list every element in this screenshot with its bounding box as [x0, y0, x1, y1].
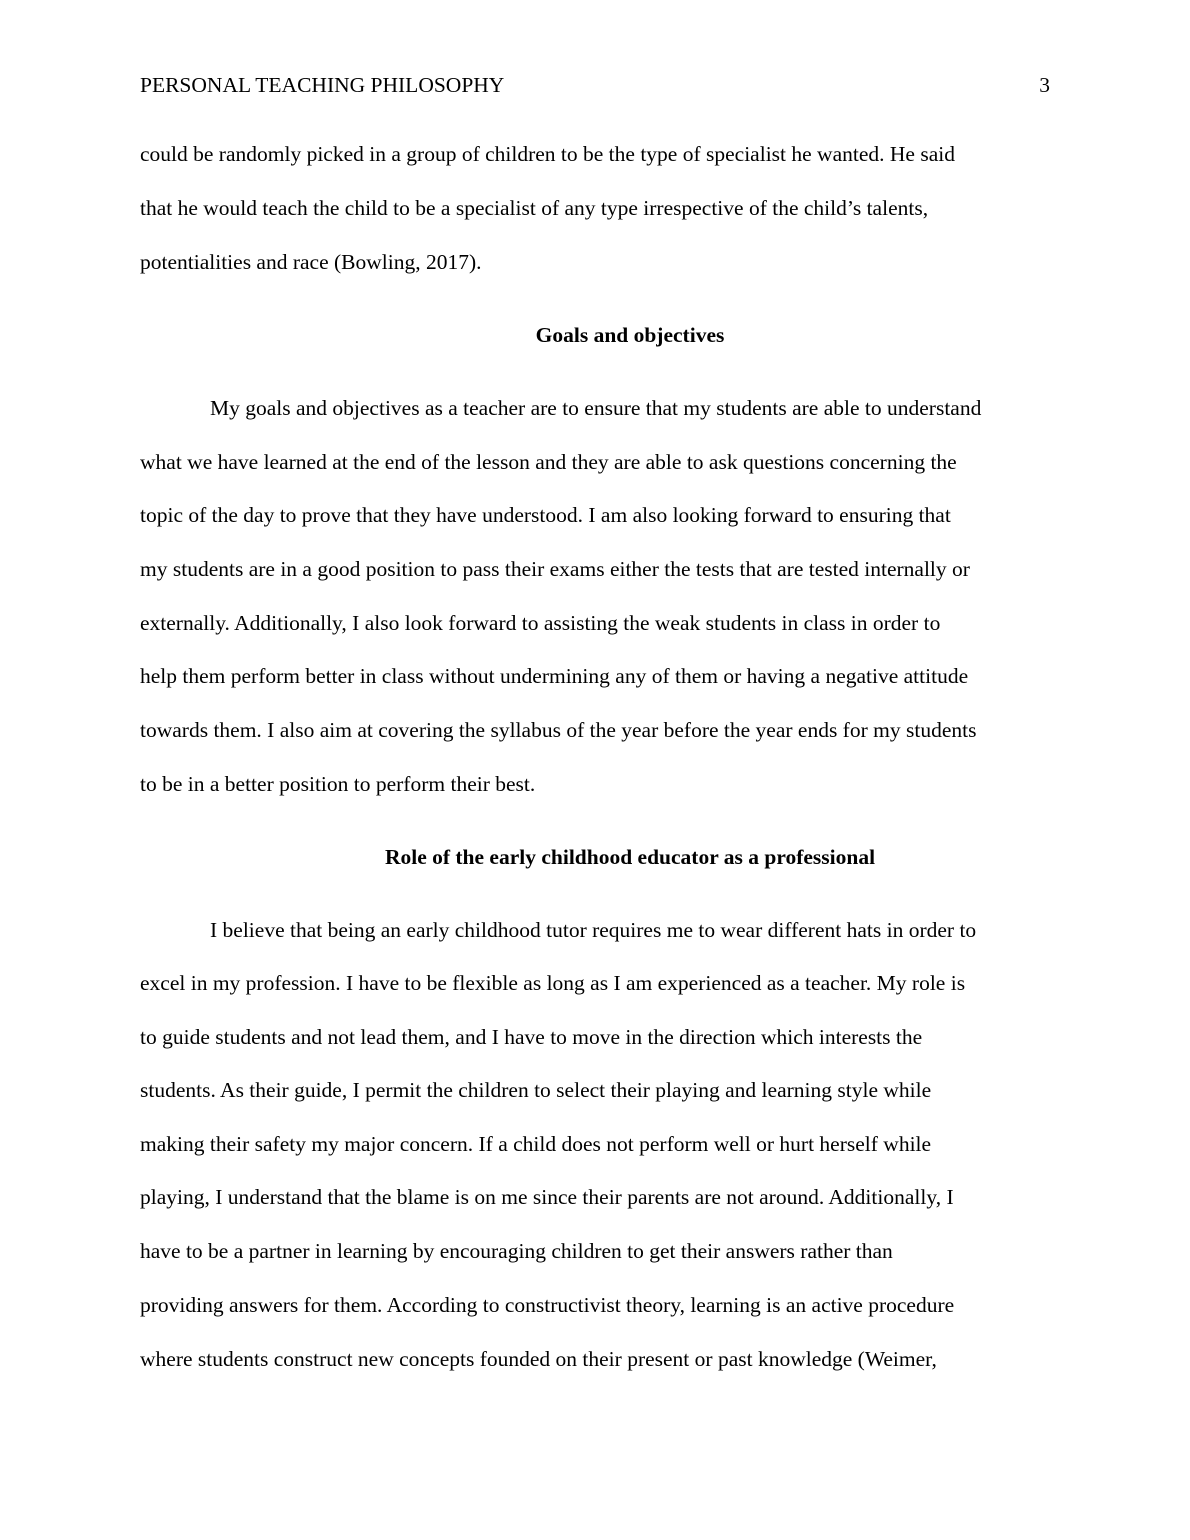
intro-line: potentialities and race (Bowling, 2017). [140, 250, 482, 274]
role-line: playing, I understand that the blame is on me since their parents are not around. Additionally, I [140, 1185, 954, 1209]
goals-line: help them perform better in class without undermining any of them or having a negative attitude [140, 664, 969, 688]
role-line: students. As their guide, I permit the children to select their playing and learning style while [140, 1078, 932, 1102]
goals-line: what we have learned at the end of the lesson and they are able to ask questions concerning the [140, 450, 957, 474]
goals-line: externally. Additionally, I also look forward to assisting the weak students in class in order to [140, 611, 941, 635]
intro-line: could be randomly picked in a group of children to be the type of specialist he wanted. He said [140, 142, 955, 166]
running-head [140, 70, 1050, 100]
role-line: making their safety my major concern. If a child does not perform well or hurt herself while [140, 1132, 932, 1156]
role-heading: Role of the early childhood educator as a professional [384, 845, 876, 869]
goals-line: towards them. I also aim at covering the syllabus of the year before the year ends for my students [140, 718, 977, 742]
page-number: 3 [1039, 73, 1050, 97]
role-line: excel in my profession. I have to be flexible as long as I am experienced as a teacher. My role is [140, 971, 966, 995]
goals-line: My goals and objectives as a teacher are to ensure that my students are able to understand [210, 396, 982, 420]
goals-line: topic of the day to prove that they have understood. I am also looking forward to ensuring that [140, 503, 951, 527]
role-line: providing answers for them. According to constructivist theory, learning is an active procedure [140, 1293, 955, 1317]
intro-line: that he would teach the child to be a specialist of any type irrespective of the child’s talents, [140, 196, 929, 220]
role-line: to guide students and not lead them, and I have to move in the direction which interests the [140, 1025, 923, 1049]
goals-line: my students are in a good position to pass their exams either the tests that are tested internally or [140, 557, 970, 581]
role-line: where students construct new concepts founded on their present or past knowledge (Weimer, [140, 1347, 937, 1371]
goals-heading: Goals and objectives [535, 323, 725, 347]
role-line: I believe that being an early childhood tutor requires me to wear different hats in order to [210, 918, 977, 942]
role-line: have to be a partner in learning by encouraging children to get their answers rather than [140, 1239, 893, 1263]
goals-line: to be in a better position to perform their best. [140, 772, 536, 796]
running-head-title: PERSONAL TEACHING PHILOSOPHY [140, 73, 505, 97]
